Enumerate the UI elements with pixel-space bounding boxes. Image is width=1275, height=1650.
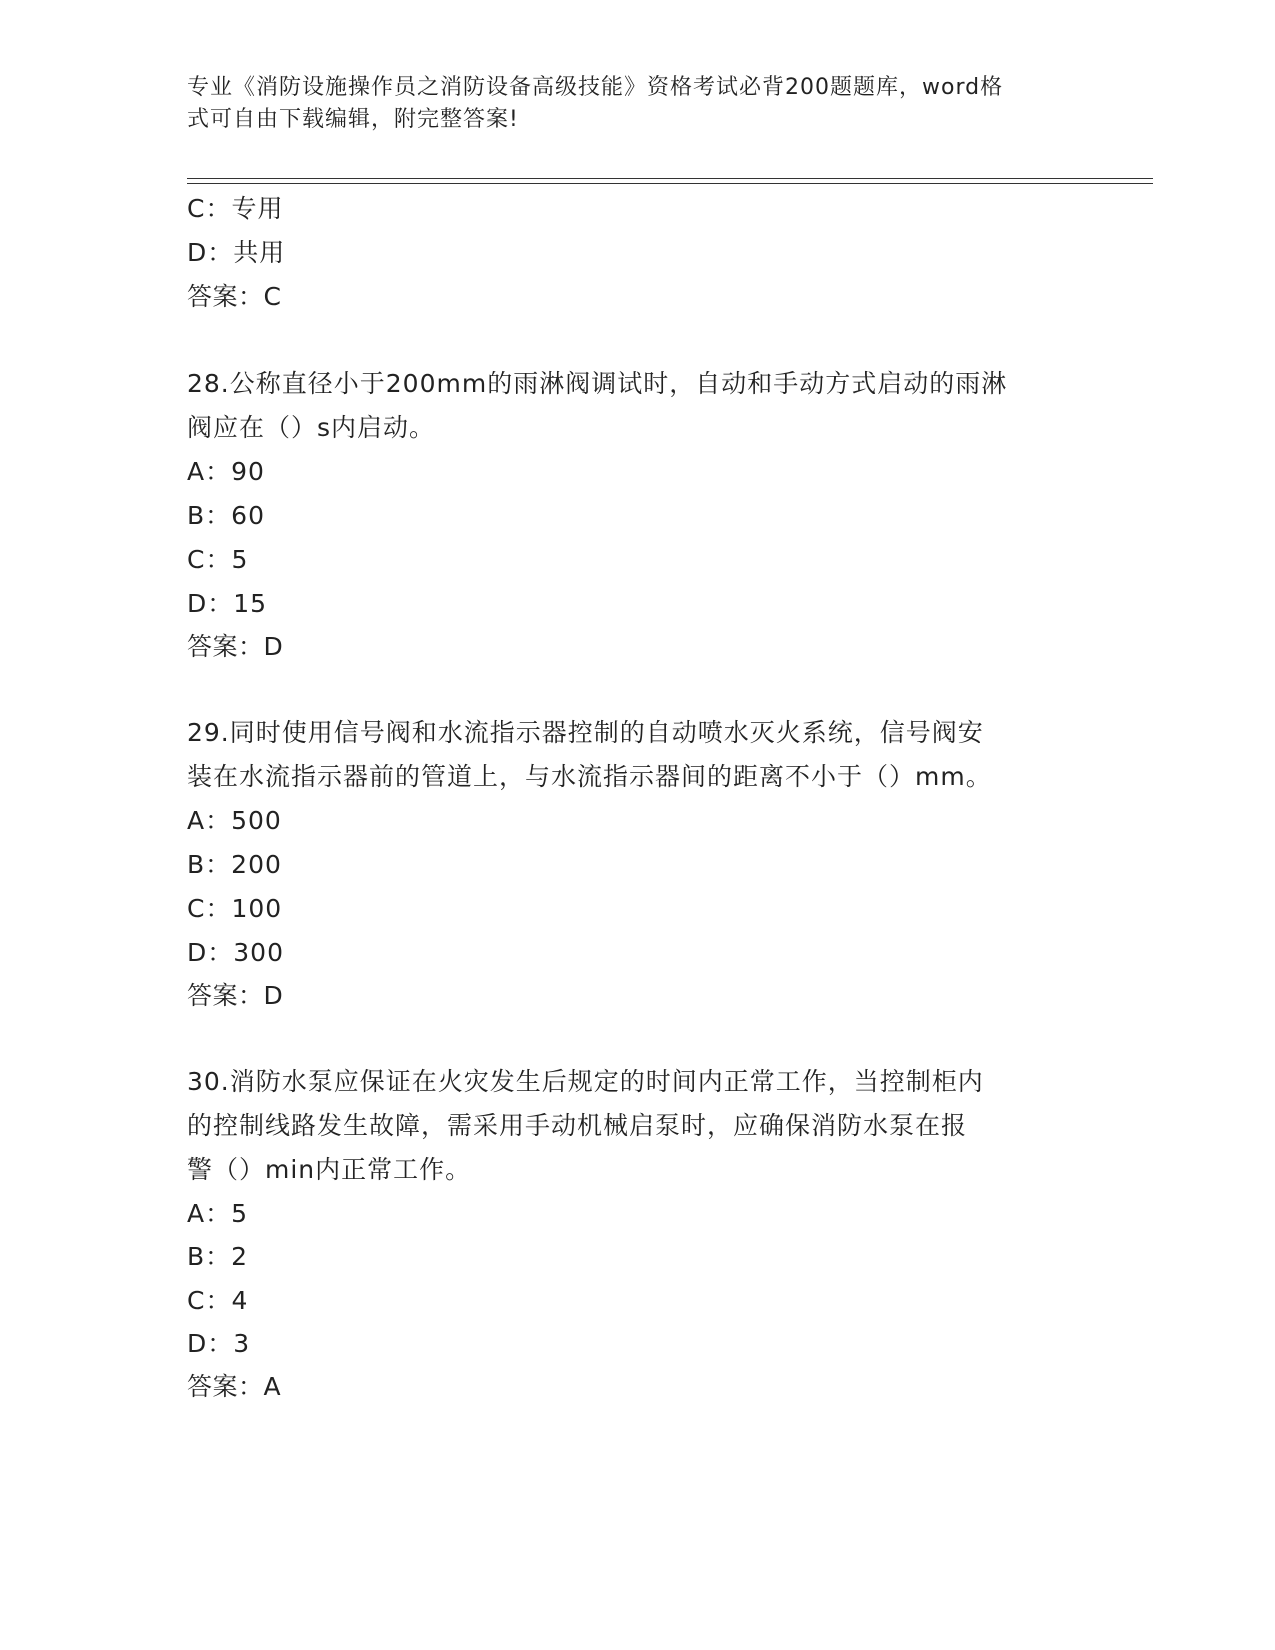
question-29-option-c: C：100: [187, 894, 283, 923]
question-30-stem-line-2: 的控制线路发生故障，需采用手动机械启泵时，应确保消防水泵在报: [187, 1111, 968, 1140]
question-29-stem-line-1: 29.同时使用信号阀和水流指示器控制的自动喷水灭火系统，信号阀安: [187, 718, 984, 747]
question-28-stem-line-2: 阀应在（）s内启动。: [187, 413, 436, 442]
question-28-option-a: A：90: [187, 457, 265, 486]
question-28-option-b: B：60: [187, 501, 265, 530]
prev-answer: 答案：C: [187, 282, 282, 311]
question-30-option-a: A：5: [187, 1199, 249, 1228]
header-divider-top: [187, 178, 1153, 179]
question-29-option-b: B：200: [187, 850, 282, 879]
question-30-option-b: B：2: [187, 1242, 249, 1271]
question-29-answer: 答案：D: [187, 981, 284, 1010]
question-30-option-c: C：4: [187, 1286, 249, 1315]
prev-option-d: D：共用: [187, 238, 286, 267]
question-28-option-d: D：15: [187, 589, 268, 618]
question-29-option-a: A：500: [187, 806, 282, 835]
header-line-2: 式可自由下载编辑，附完整答案!: [187, 107, 519, 132]
question-29-option-d: D：300: [187, 938, 284, 967]
question-28-option-c: C：5: [187, 545, 249, 574]
question-29-stem-line-2: 装在水流指示器前的管道上，与水流指示器间的距离不小于（）mm。: [187, 762, 992, 791]
question-30-stem-line-3: 警（）min内正常工作。: [187, 1155, 472, 1184]
question-30-stem-line-1: 30.消防水泵应保证在火灾发生后规定的时间内正常工作，当控制柜内: [187, 1067, 984, 1096]
document-header: [187, 72, 1067, 136]
question-28-answer: 答案：D: [187, 632, 284, 661]
question-28-stem-line-1: 28.公称直径小于200mm的雨淋阀调试时，自动和手动方式启动的雨淋: [187, 369, 1008, 398]
question-30-option-d: D：3: [187, 1329, 251, 1358]
prev-option-c: C：专用: [187, 194, 284, 223]
header-divider-bottom: [187, 183, 1153, 184]
question-30-answer: 答案：A: [187, 1372, 282, 1401]
header-line-1: 专业《消防设施操作员之消防设备高级技能》资格考试必背200题题库，word格: [187, 75, 1004, 100]
